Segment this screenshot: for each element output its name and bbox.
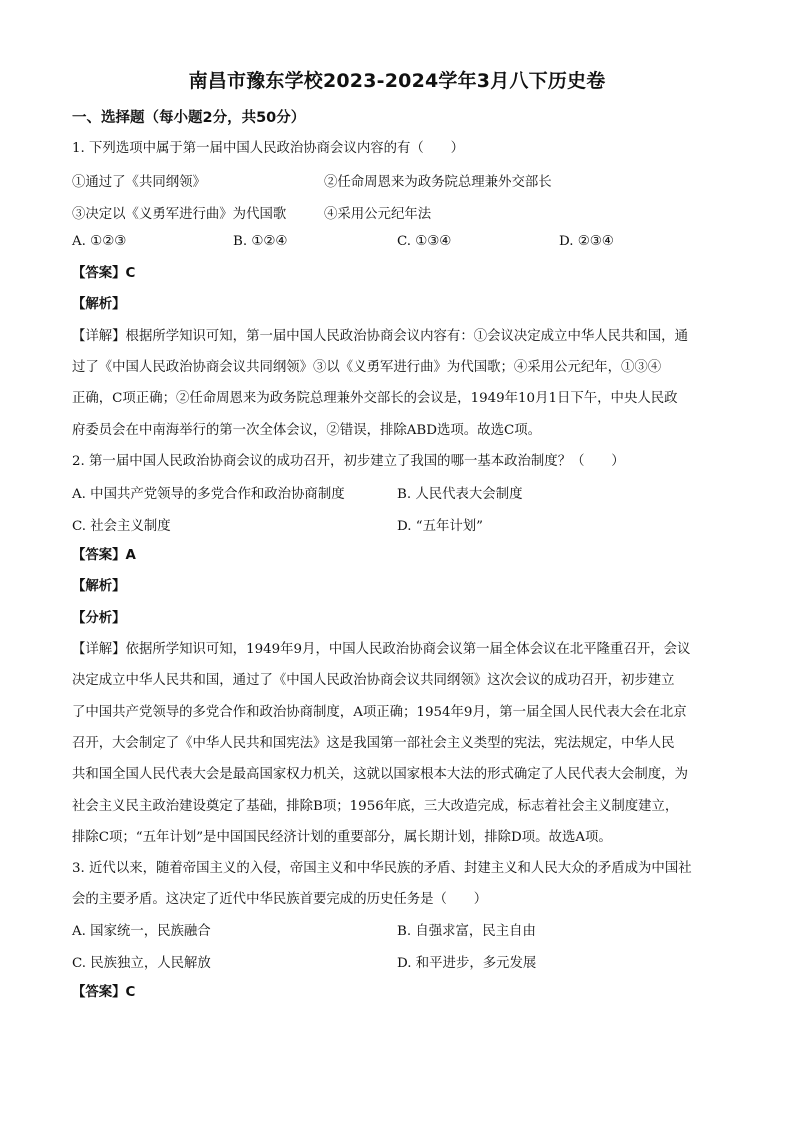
page-title: 南昌市豫东学校2023-2024学年3月八下历史卷: [188, 70, 606, 92]
question-2-detail-line-7: 排除C项；“五年计划”是中国国民经济计划的重要部分，属长期计划，排除D项。故选A项。: [72, 830, 612, 845]
question-2-analysis-label: 【解析】: [72, 579, 126, 594]
question-2-detail-line-1: 【详解】依据所学知识可知，1949年9月，中国人民政治协商会议第一届全体会议在北平隆重召开，会议: [72, 642, 691, 657]
question-1-item-4: ④采用公元纪年法: [324, 207, 432, 222]
question-2-stem: 2. 第一届中国人民政治协商会议的成功召开，初步建立了我国的哪一基本政治制度？（ ）: [72, 454, 625, 469]
question-2-option-c: C. 社会主义制度: [72, 519, 171, 534]
question-1-option-a: A. ①②③: [72, 234, 127, 249]
question-1-detail-line-4: 府委员会在中南海举行的第一次全体会议，②错误，排除ABD选项。故选C项。: [72, 423, 541, 438]
question-1-detail-line-1: 【详解】根据所学知识可知，第一届中国人民政治协商会议内容有：①会议决定成立中华人民共和国，通: [72, 329, 688, 344]
question-2-option-d: D. “五年计划”: [397, 519, 484, 534]
question-2-option-a: A. 中国共产党领导的多党合作和政治协商制度: [72, 487, 345, 502]
question-2-detail-line-2: 决定成立中华人民共和国，通过了《中国人民政治协商会议共同纲领》这次会议的成功召开，初步建立: [72, 673, 675, 688]
question-2-fenxi-label: 【分析】: [72, 611, 126, 626]
question-1-option-c: C. ①③④: [397, 234, 452, 249]
question-1-item-2: ②任命周恩来为政务院总理兼外交部长: [324, 175, 552, 190]
question-2-detail-line-4: 召开，大会制定了《中华人民共和国宪法》这是我国第一部社会主义类型的宪法，宪法规定，中华人民: [72, 736, 675, 751]
question-2-answer: 【答案】A: [72, 548, 136, 563]
section-heading: 一、选择题（每小题2分，共50分）: [72, 110, 306, 126]
question-3-stem-line-2: 会的主要矛盾。这决定了近代中华民族首要完成的历史任务是（ ）: [72, 892, 488, 907]
question-2-detail-line-6: 社会主义民主政治建设奠定了基础，排除B项；1956年底，三大改造完成，标志着社会主义制度建立，: [72, 799, 679, 814]
question-1-option-b: B. ①②④: [233, 234, 288, 249]
question-1-item-1: ①通过了《共同纲领》: [72, 175, 206, 190]
question-3-option-c: C. 民族独立，人民解放: [72, 956, 211, 971]
question-1-detail-line-3: 正确，C项正确；②任命周恩来为政务院总理兼外交部长的会议是，1949年10月1日下午，中央人民政: [72, 391, 678, 406]
question-1-detail-line-2: 过了《中国人民政治协商会议共同纲领》③以《义勇军进行曲》为代国歌；④采用公元纪年，①③④: [72, 360, 662, 375]
question-2-detail-line-3: 了中国共产党领导的多党合作和政治协商制度，A项正确；1954年9月，第一届全国人民代表大会在北京: [72, 705, 687, 720]
question-1-answer: 【答案】C: [72, 266, 136, 281]
question-2-option-b: B. 人民代表大会制度: [397, 487, 523, 502]
question-3-option-a: A. 国家统一，民族融合: [72, 924, 211, 939]
question-1-stem: 1. 下列选项中属于第一届中国人民政治协商会议内容的有（ ）: [72, 141, 464, 156]
question-1-option-d: D. ②③④: [559, 234, 614, 249]
question-1-item-3: ③决定以《义勇军进行曲》为代国歌: [72, 207, 287, 222]
question-3-option-b: B. 自强求富，民主自由: [397, 924, 536, 939]
question-2-detail-line-5: 共和国全国人民代表大会是最高国家权力机关，这就以国家根本大法的形式确定了人民代表大会制度，为: [72, 767, 688, 782]
question-3-stem-line-1: 3. 近代以来，随着帝国主义的入侵，帝国主义和中华民族的矛盾、封建主义和人民大众的矛盾成为中国社: [72, 861, 692, 876]
question-3-answer: 【答案】C: [72, 985, 136, 1000]
question-1-analysis-label: 【解析】: [72, 297, 126, 312]
question-3-option-d: D. 和平进步，多元发展: [397, 956, 537, 971]
